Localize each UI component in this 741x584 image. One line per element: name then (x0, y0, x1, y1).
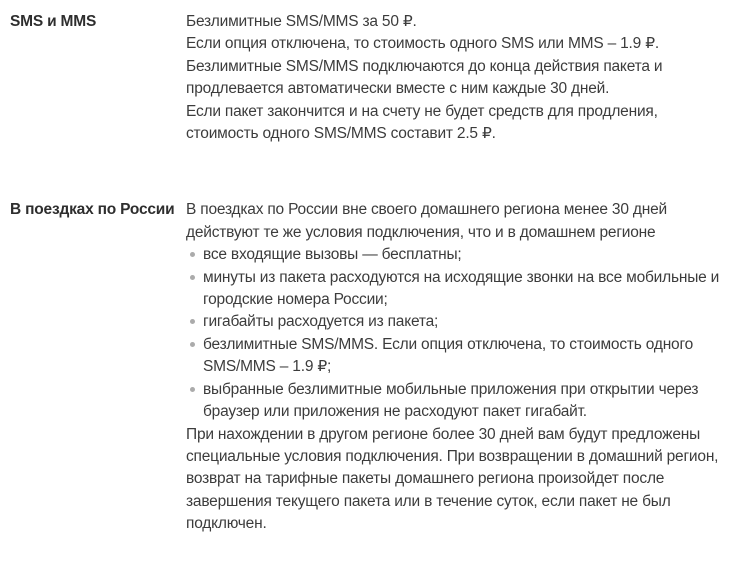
bullet-icon (190, 275, 195, 280)
text-line: Безлимитные SMS/MMS подключаются до конца действия пакета и продлевается автоматически вместе с ним каждые 30 дней. (186, 57, 663, 98)
tariff-row (10, 11, 733, 145)
bullet-icon (190, 319, 195, 324)
bullet-icon (190, 387, 195, 392)
row-description (186, 199, 733, 535)
list-item (186, 244, 733, 266)
bullet-icon (190, 252, 195, 257)
paragraph (186, 424, 733, 536)
text-line: При нахождении в другом регионе более 30 дней вам будут предложены специальные условия подключения. При возвращении в домашний регион, возврат на тарифные пакеты домашнего региона произойдет после завершения текущего пакета или в течение суток, если пакет не был подключен. (186, 425, 719, 533)
paragraph (186, 11, 733, 56)
list-item-text: выбранные безлимитные мобильные приложения при открытии через браузер или приложения не расходуют пакет гигабайт. (203, 380, 699, 421)
list-item (186, 379, 733, 424)
tariff-row (10, 199, 733, 535)
text-line: Если пакет закончится и на счету не будет средств для продления, стоимость одного SMS/MMS составит 2.5 ₽. (186, 102, 658, 143)
paragraph (186, 199, 733, 244)
list-item (186, 334, 733, 379)
text-line: Безлимитные SMS/MMS за 50 ₽. (186, 13, 417, 30)
list-item (186, 311, 733, 333)
text-line: В поездках по России вне своего домашнего региона менее 30 дней действуют те же условия подключения, что и в домашнем регионе (186, 201, 667, 241)
bullet-icon (190, 342, 195, 347)
list-item-text: минуты из пакета расходуются на исходящие звонки на все мобильные и городские номера России; (203, 268, 720, 309)
list-item-text: безлимитные SMS/MMS. Если опция отключена, то стоимость одного SMS/MMS – 1.9 ₽; (203, 335, 694, 376)
bullet-list (186, 244, 733, 423)
row-term: SMS и MMS (10, 13, 97, 30)
paragraph (186, 56, 733, 146)
row-term: В поездках по России (10, 201, 175, 219)
list-item (186, 267, 733, 312)
row-description (186, 11, 733, 145)
list-item-text: гигабайты расходуется из пакета; (203, 313, 439, 331)
list-item-text: все входящие вызовы — бесплатны; (203, 246, 462, 264)
text-line: Если опция отключена, то стоимость одного SMS или MMS – 1.9 ₽. (186, 35, 659, 53)
